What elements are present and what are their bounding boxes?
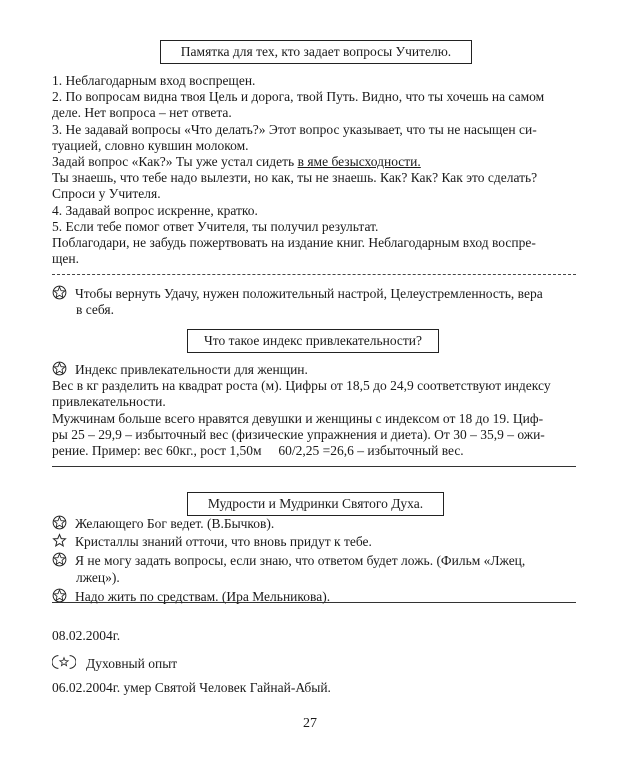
text-line: щен. bbox=[52, 251, 79, 267]
text-fragment: Индекс привлекательности для женщин. bbox=[75, 362, 308, 377]
list-item bbox=[52, 533, 582, 550]
text-line: деле. Нет вопроса – нет ответа. bbox=[52, 105, 232, 121]
pentagram-circle-icon bbox=[52, 588, 67, 603]
text-line bbox=[52, 654, 582, 672]
pentagram-circle-icon bbox=[52, 515, 67, 530]
wisdom-list bbox=[52, 515, 582, 605]
text-line: Вес в кг разделить на квадрат роста (м). Цифры от 18,5 до 24,9 соответствуют индексу bbox=[52, 378, 551, 394]
text-line: 5. Если тебе помог ответ Учителя, ты получил результат. bbox=[52, 218, 379, 234]
memo-paragraph bbox=[52, 73, 582, 267]
text-fragment: Задай вопрос «Как?» Ты уже устал сидеть bbox=[52, 154, 298, 170]
text-fragment: Чтобы вернуть Удачу, нужен положительный настрой, Целеустремленность, вера bbox=[75, 286, 543, 301]
text-line bbox=[52, 361, 582, 378]
star-icon bbox=[52, 533, 67, 548]
text-line: ры 25 – 29,9 – избыточный вес (физические упражнения и диета). От 30 – 35,9 – ожи- bbox=[52, 426, 545, 442]
text-fragment: Желающего Бог ведет. (В.Бычков). bbox=[75, 516, 275, 531]
text-fragment: Кристаллы знаний отточи, что вновь придут к тебе. bbox=[75, 534, 372, 550]
text-fragment: Духовный опыт bbox=[86, 656, 178, 671]
date-text: 08.02.2004г. bbox=[52, 628, 121, 643]
text-line: Ты знаешь, что тебе надо вылезти, но как, ты не знаешь. Как? Как? Как это сделать? bbox=[52, 170, 538, 186]
list-item bbox=[52, 552, 582, 569]
text-fragment: Надо жить по средствам. (Ира Мельникова). bbox=[75, 588, 331, 604]
moon-star-icon bbox=[52, 654, 76, 670]
text-line: 1. Неблагодарным вход воспрещен. bbox=[52, 73, 256, 88]
text-line: 4. Задавай вопрос искренне, кратко. bbox=[52, 202, 258, 218]
text-line: рение. Пример: вес 60кг., рост 1,50м 60/2,25 =26,6 – избыточный вес. bbox=[52, 443, 464, 459]
text-line: 2. По вопросам видна твоя Цель и дорога, твой Путь. Видно, что ты хочешь на самом bbox=[52, 89, 545, 105]
text-line bbox=[52, 285, 582, 302]
divider bbox=[52, 602, 576, 603]
text-line: 3. Не задавай вопросы «Что делать?» Этот вопрос указывает, что ты не насыщен си- bbox=[52, 121, 537, 137]
underlined-text: в яме безысходности. bbox=[297, 154, 421, 170]
text-line: Спроси у Учителя. bbox=[52, 186, 161, 202]
section-title-box: Мудрости и Мудринки Святого Духа. bbox=[187, 492, 444, 516]
section-title-box: Памятка для тех, кто задает вопросы Учителю. bbox=[160, 40, 472, 64]
text-line: Мужчинам больше всего нравятся девушки и женщины с индексом от 18 до 19. Циф- bbox=[52, 410, 544, 426]
text-fragment: Я не могу задать вопросы, если знаю, что ответом будет ложь. (Фильм «Лжец, bbox=[75, 553, 526, 569]
date-line bbox=[52, 628, 582, 644]
luck-note bbox=[52, 285, 582, 318]
text-line: Поблагодари, не забудь пожертвовать на издание книг. Неблагодарным вход воспре- bbox=[52, 235, 536, 251]
divider bbox=[52, 466, 576, 467]
text-line: 06.02.2004г. умер Святой Человек Гайнай-Абый. bbox=[52, 680, 331, 695]
pentagram-circle-icon bbox=[52, 361, 67, 376]
spiritual-experience-line bbox=[52, 654, 582, 672]
text-line bbox=[52, 154, 582, 170]
page-number: 27 bbox=[303, 716, 317, 731]
obituary-line bbox=[52, 680, 582, 696]
divider bbox=[52, 274, 576, 275]
text-line: привлекательности. bbox=[52, 394, 166, 410]
pentagram-circle-icon bbox=[52, 552, 67, 567]
attractiveness-paragraph bbox=[52, 361, 582, 459]
text-line: в себя. bbox=[76, 302, 115, 318]
list-item bbox=[52, 515, 582, 532]
text-line: туацией, словно кувшин молоком. bbox=[52, 137, 249, 153]
section-title-box: Что такое индекс привлекательности? bbox=[187, 329, 439, 353]
text-line: лжец»). bbox=[76, 569, 120, 585]
pentagram-circle-icon bbox=[52, 285, 67, 300]
